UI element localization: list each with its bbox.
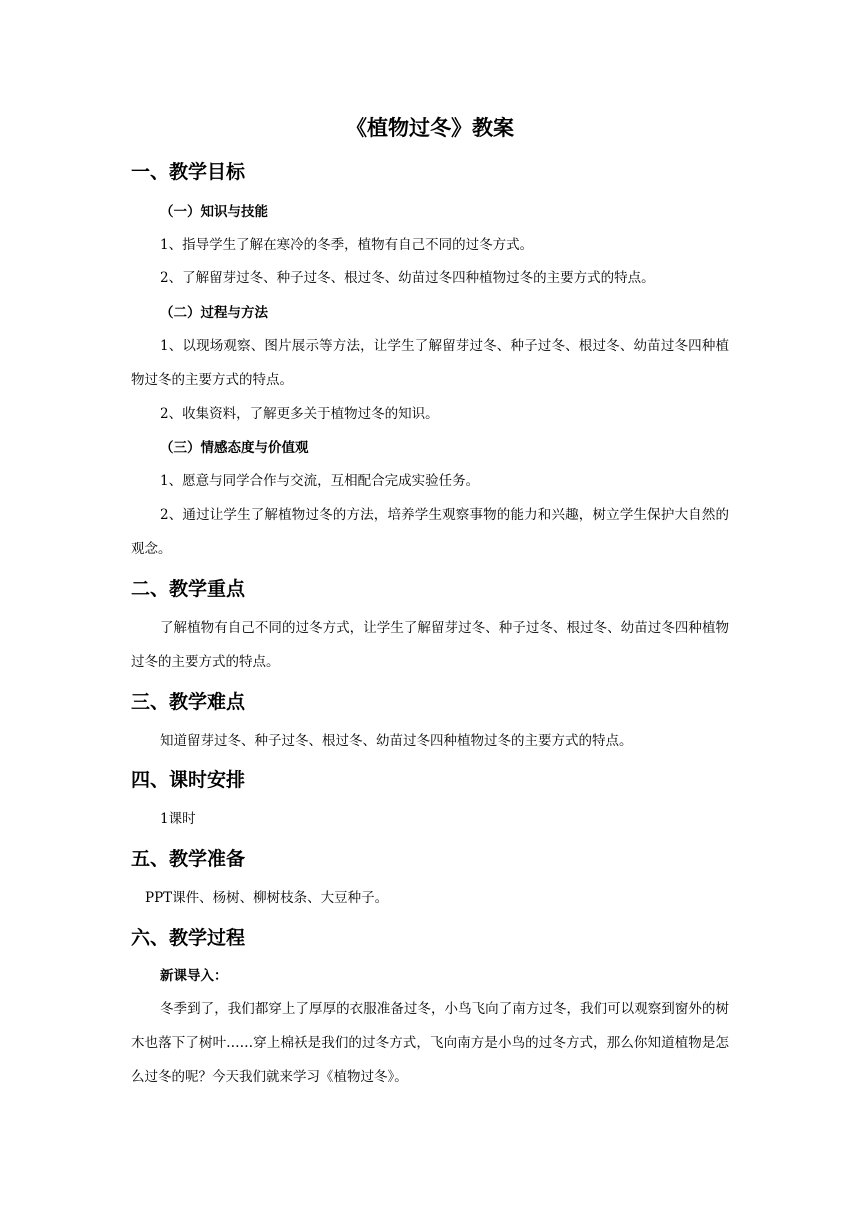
subheading-process-method: （二）过程与方法 bbox=[160, 305, 268, 321]
paragraph: 2、了解留芽过冬、种子过冬、根过冬、幼苗过冬四种植物过冬的主要方式的特点。 bbox=[160, 270, 655, 286]
paragraph: 2、收集资料，了解更多关于植物过冬的知识。 bbox=[160, 406, 439, 422]
paragraph: 了解植物有自己不同的过冬方式，让学生了解留芽过冬、种子过冬、根过冬、幼苗过冬四种植物过冬的主要方式的特点。 bbox=[131, 620, 729, 670]
paragraph: 1课时 bbox=[160, 811, 196, 827]
paragraph: 知道留芽过冬、种子过冬、根过冬、幼苗过冬四种植物过冬的主要方式的特点。 bbox=[160, 733, 633, 749]
subheading-attitude-values: （三）情感态度与价值观 bbox=[160, 440, 309, 456]
paragraph: PPT课件、杨树、柳树枝条、大豆种子。 bbox=[145, 890, 389, 906]
paragraph: 1、指导学生了解在寒冷的冬季，植物有自己不同的过冬方式。 bbox=[160, 237, 534, 253]
section-heading-teaching-goals: 一、教学目标 bbox=[131, 161, 246, 183]
paragraph: 冬季到了，我们都穿上了厚厚的衣服准备过冬，小鸟飞向了南方过冬，我们可以观察到窗外的树木也落下了树叶……穿上棉袄是我们的过冬方式，飞向南方是小鸟的过冬方式，那么你知道植物是怎么过冬的呢？今天我们就来学习《植物过冬》。 bbox=[131, 1001, 729, 1085]
section-heading-preparation: 五、教学准备 bbox=[131, 848, 246, 870]
paragraph: 2、通过让学生了解植物过冬的方法，培养学生观察事物的能力和兴趣，树立学生保护大自然的观念。 bbox=[131, 507, 729, 557]
section-heading-difficulties: 三、教学难点 bbox=[131, 691, 246, 713]
document-title: 《植物过冬》教案 bbox=[346, 116, 514, 140]
subheading-knowledge-skills: （一）知识与技能 bbox=[160, 204, 268, 220]
section-heading-schedule: 四、课时安排 bbox=[131, 769, 246, 791]
paragraph: 1、以现场观察、图片展示等方法，让学生了解留芽过冬、种子过冬、根过冬、幼苗过冬四种植物过冬的主要方式的特点。 bbox=[131, 338, 729, 388]
subheading-new-lesson-intro: 新课导入： bbox=[160, 968, 228, 984]
section-heading-process: 六、教学过程 bbox=[131, 927, 246, 949]
section-heading-key-points: 二、教学重点 bbox=[131, 578, 246, 600]
paragraph: 1、愿意与同学合作与交流，互相配合完成实验任务。 bbox=[160, 473, 480, 489]
